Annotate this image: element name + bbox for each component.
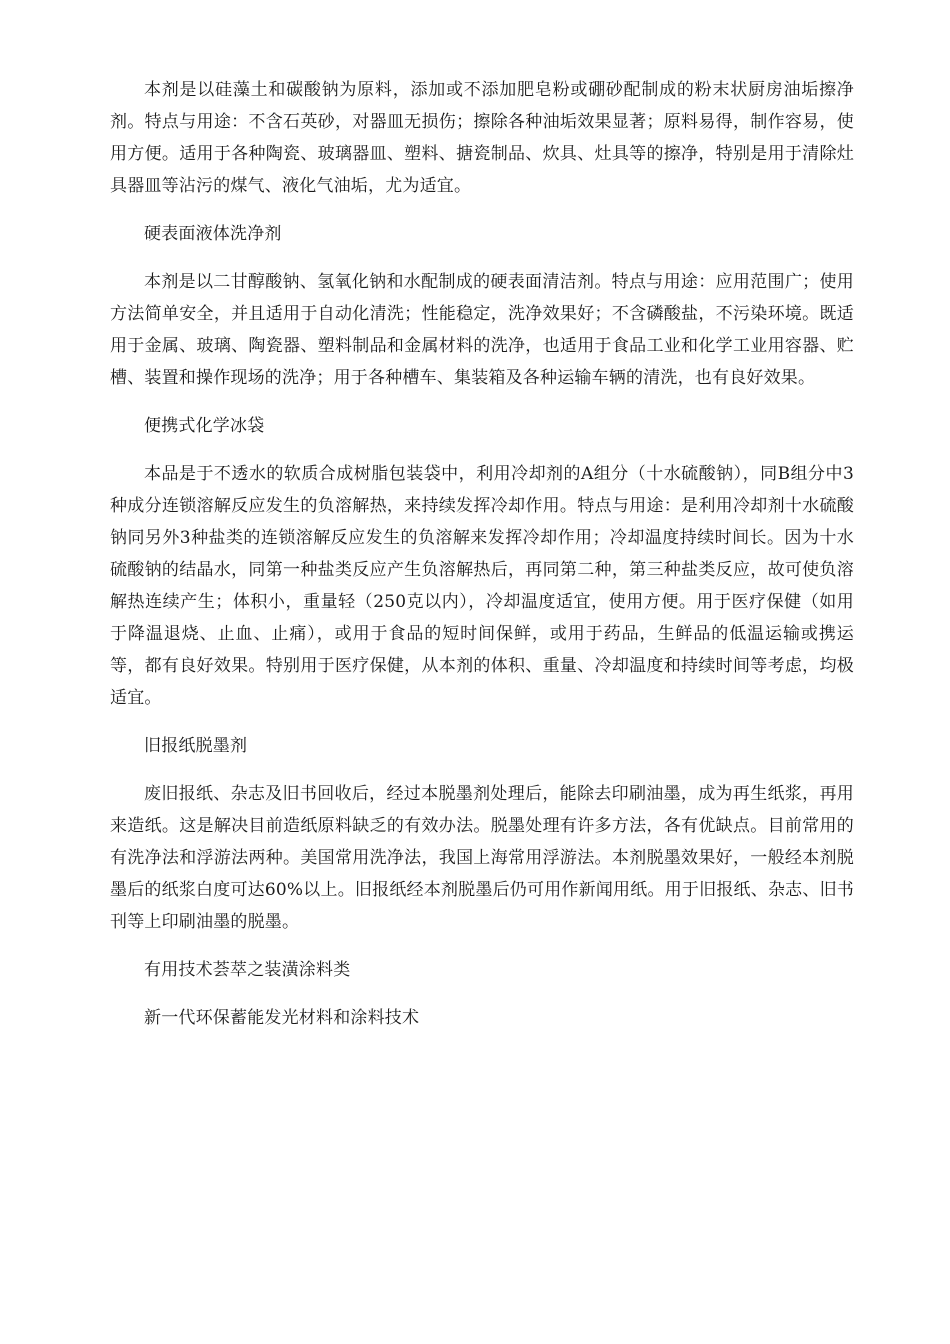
paragraph-hard-surface-cleaner: 本剂是以二甘醇酸钠、氢氧化钠和水配制成的硬表面清洁剂。特点与用途：应用范围广；使用方法简单安全，并且适用于自动化清洗；性能稳定，洗净效果好；不含磷酸盐，不污染环境。既适用于金属、玻璃、陶瓷器、塑料制品和金属材料的洗净，也适用于食品工业和化学工业用容器、贮槽、装置和操作现场的洗净；用于各种槽车、集装箱及各种运输车辆的清洗，也有良好效果。 (110, 272, 854, 388)
heading-luminous-coatings: 新一代环保蓄能发光材料和涂料技术 (144, 1008, 420, 1028)
heading-deinking-agent: 旧报纸脱墨剂 (144, 736, 248, 756)
heading-chemical-ice-pack: 便携式化学冰袋 (144, 416, 265, 436)
heading-decoration-coatings: 有用技术荟萃之装潢涂料类 (144, 960, 351, 980)
paragraph-kitchen-cleaner: 本剂是以硅藻土和碳酸钠为原料，添加或不添加肥皂粉或硼砂配制成的粉末状厨房油垢擦净剂。特点与用途：不含石英砂，对器皿无损伤；擦除各种油垢效果显著；原料易得，制作容易，使用方便。适用于各种陶瓷、玻璃器皿、塑料、搪瓷制品、炊具、灶具等的擦净，特别是用于清除灶具器皿等沾污的煤气、液化气油垢，尤为适宜。 (110, 80, 854, 196)
paragraph-deinking-agent: 废旧报纸、杂志及旧书回收后，经过本脱墨剂处理后，能除去印刷油墨，成为再生纸浆，再用来造纸。这是解决目前造纸原料缺乏的有效办法。脱墨处理有许多方法，各有优缺点。目前常用的有洗净法和浮游法两种。美国常用洗净法，我国上海常用浮游法。本剂脱墨效果好，一般经本剂脱墨后的纸浆白度可达60%以上。旧报纸经本剂脱墨后仍可用作新闻用纸。用于旧报纸、杂志、旧书刊等上印刷油墨的脱墨。 (110, 784, 854, 932)
paragraph-chemical-ice-pack: 本品是于不透水的软质合成树脂包装袋中，利用冷却剂的A组分（十水硫酸钠），同B组分中3种成分连锁溶解反应发生的负溶解热，来持续发挥冷却作用。特点与用途：是利用冷却剂十水硫酸钠同另外3种盐类的连锁溶解反应发生的负溶解来发挥冷却作用；冷却温度持续时间长。因为十水硫酸钠的结晶水，同第一种盐类反应产生负溶解热后，再同第二种，第三种盐类反应，故可使负溶解热连续产生；体积小，重量轻（250克以内），冷却温度适宜，使用方便。用于医疗保健（如用于降温退烧、止血、止痛），或用于食品的短时间保鲜，或用于药品，生鲜品的低温运输或携运等，都有良好效果。特别用于医疗保健，从本剂的体积、重量、冷却温度和持续时间等考虑，均极适宜。 (110, 464, 854, 708)
heading-hard-surface-cleaner: 硬表面液体洗净剂 (144, 224, 282, 244)
